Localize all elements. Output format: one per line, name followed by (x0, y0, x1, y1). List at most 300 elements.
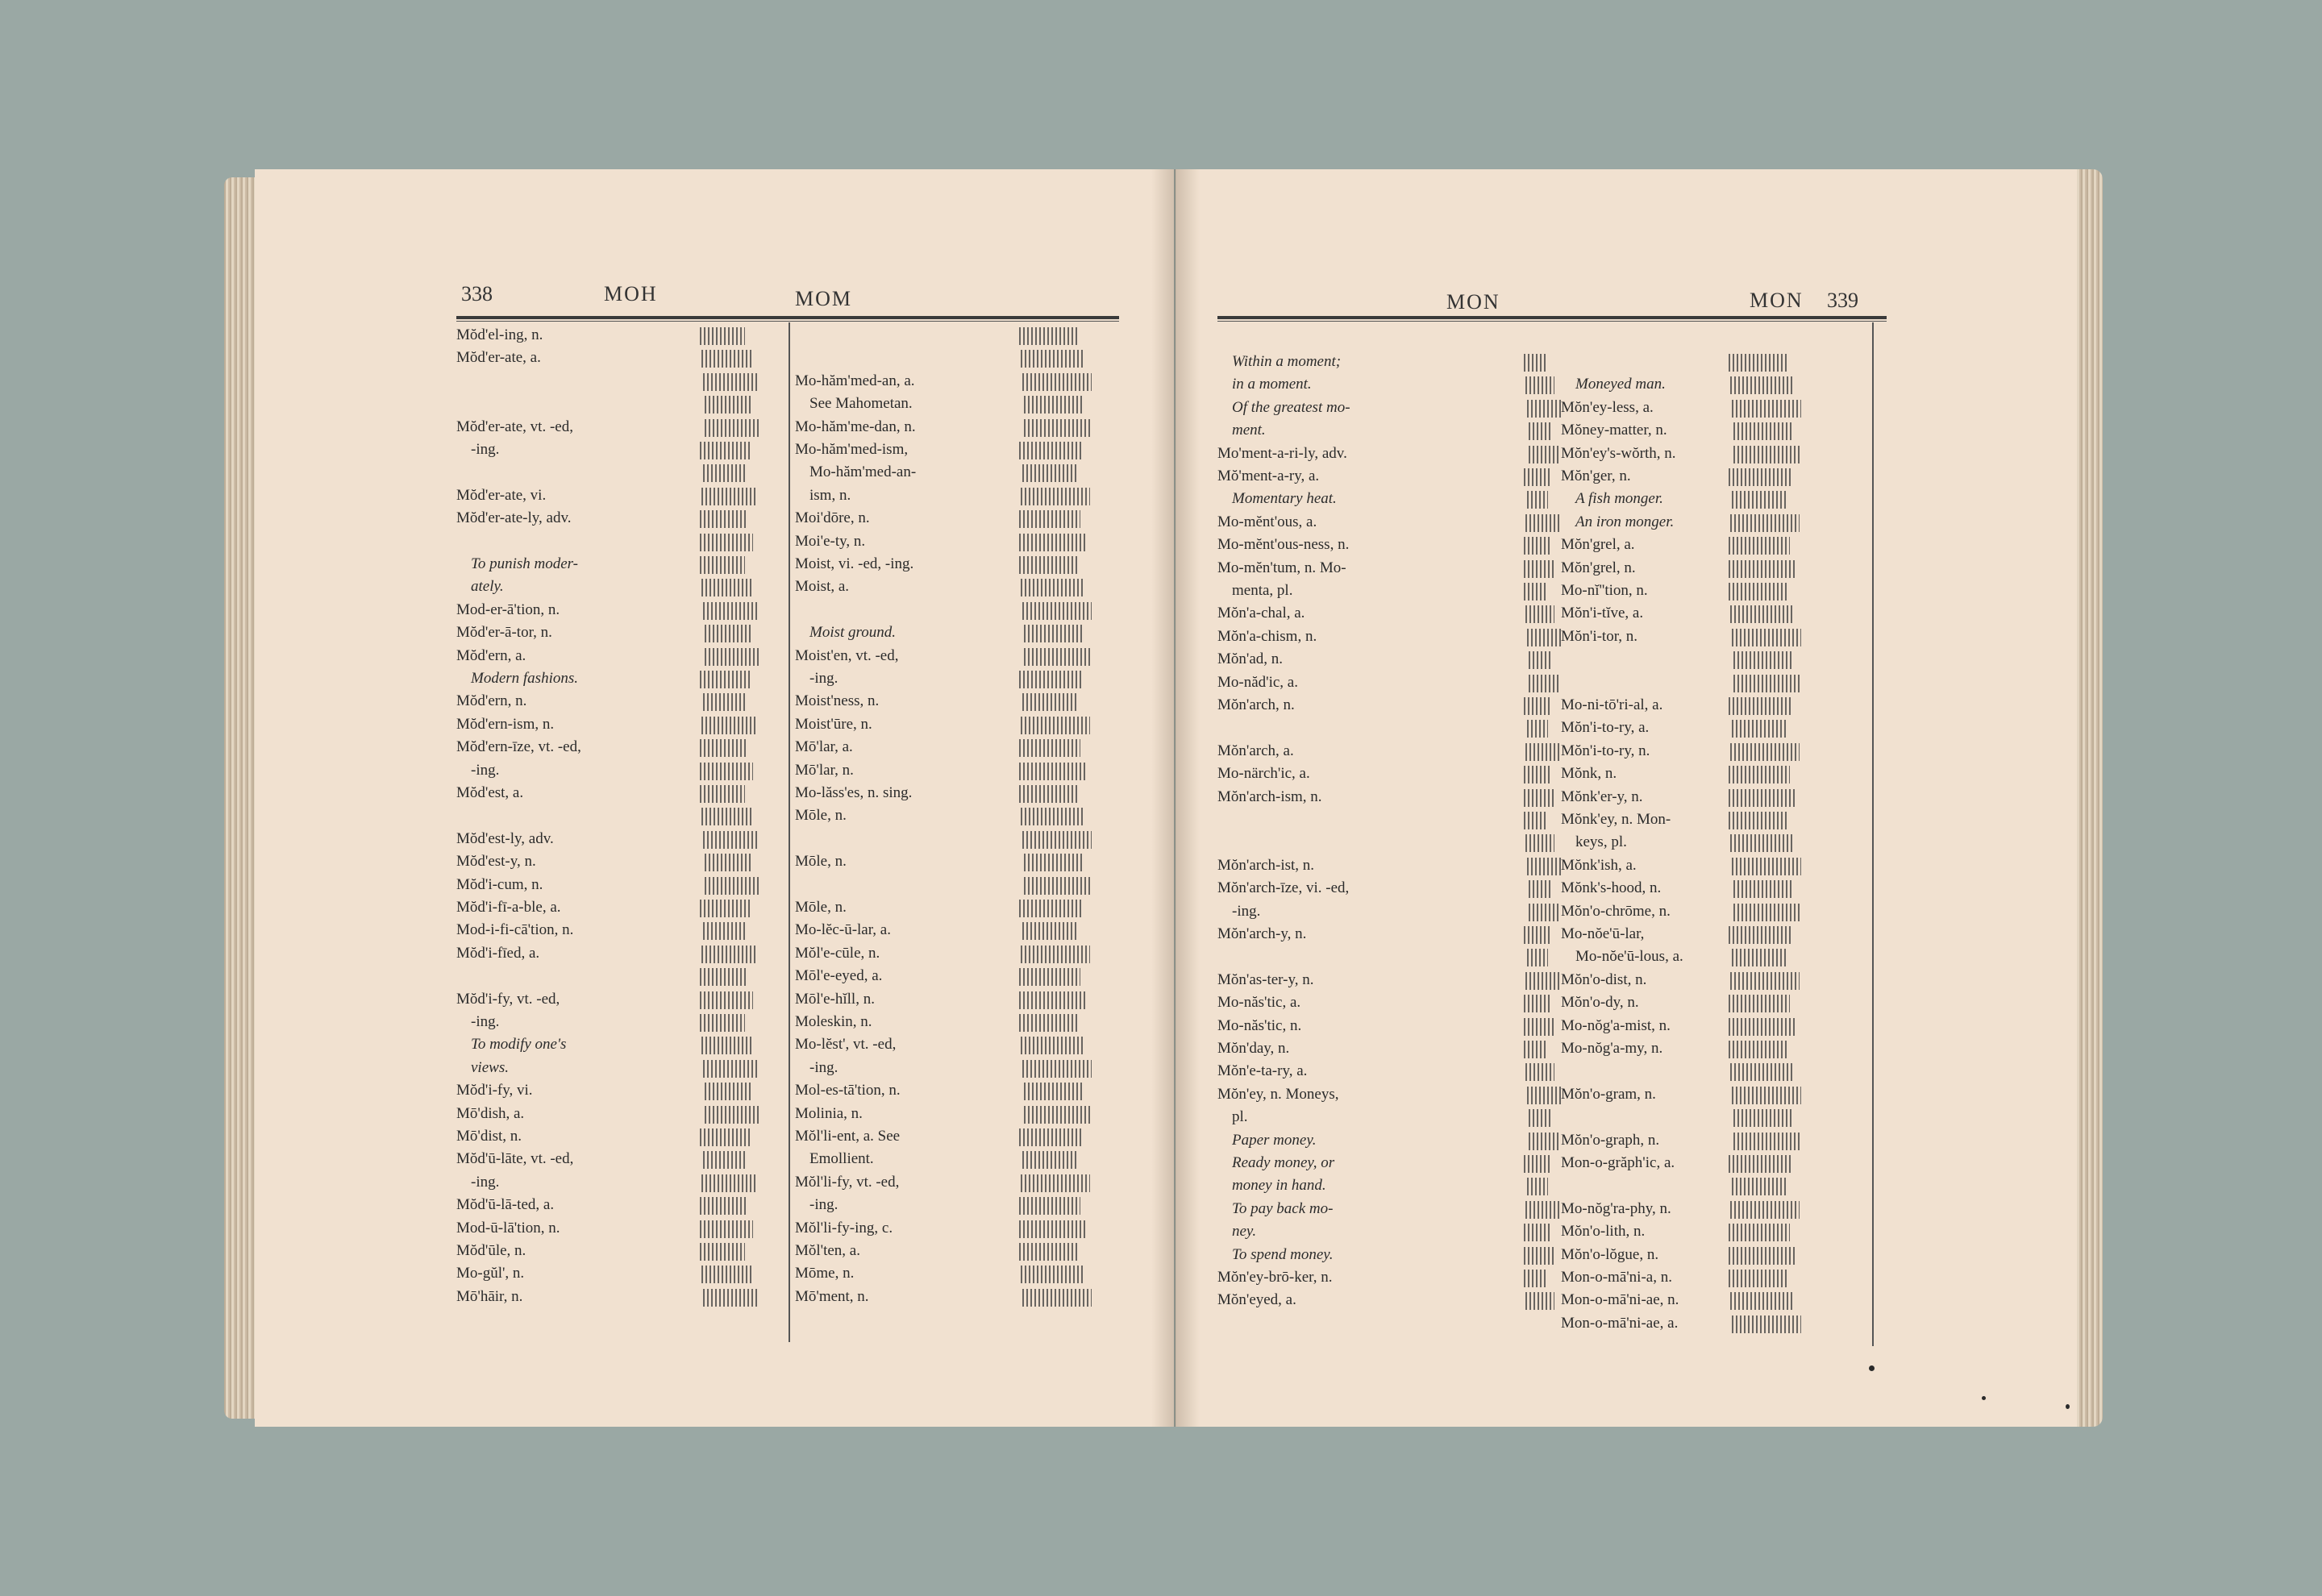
japanese-gloss-text (1730, 605, 1795, 623)
japanese-gloss-text (1729, 926, 1791, 944)
japanese-gloss-text (1524, 1041, 1546, 1058)
japanese-gloss-text (700, 1197, 748, 1215)
guide-word-right-2: MON (1750, 289, 1804, 312)
entry-headword: Mŏn'grel, n. (1561, 559, 1636, 576)
entry-headword: Mo-năd'ic, a. (1217, 673, 1298, 691)
entry-headword: Ready money, or (1232, 1154, 1335, 1171)
japanese-gloss-text (1527, 949, 1548, 966)
japanese-gloss-text (1729, 697, 1791, 715)
japanese-gloss-text (1729, 468, 1791, 486)
entry-headword: Mŏn'as-ter-y, n. (1217, 970, 1314, 988)
japanese-gloss-text (1529, 446, 1561, 463)
japanese-gloss-text (703, 1289, 759, 1307)
entry-headword: Mo-närch'ic, a. (1217, 765, 1310, 783)
japanese-gloss-text (1024, 396, 1084, 414)
japanese-gloss-text (700, 1014, 745, 1032)
entry-row (1217, 1060, 1556, 1083)
entry-row (795, 667, 1119, 690)
entry-row (1561, 946, 1867, 968)
japanese-gloss-text (703, 464, 747, 482)
entry-headword: Mŏn'i-to-ry, a. (1561, 719, 1650, 737)
entry-row (456, 736, 787, 759)
entry-row (795, 438, 1119, 461)
japanese-gloss-text (1019, 556, 1077, 574)
japanese-gloss-text (1527, 1178, 1548, 1195)
entry-headword: Mŏn'i-tĭve, a. (1561, 605, 1644, 622)
japanese-gloss-text (1524, 354, 1546, 372)
entry-headword: Mŏl'li-fy, vt. -ed, (795, 1173, 900, 1191)
entry-row (1561, 1015, 1867, 1037)
entry-row (1561, 786, 1867, 808)
entry-headword: Mŏn'o-graph, n. (1561, 1131, 1660, 1149)
entry-row (1217, 854, 1556, 877)
entry-headword: Mo-hăm'med-ism, (795, 441, 909, 458)
entry-row (1217, 373, 1556, 396)
entry-headword: views. (471, 1058, 509, 1076)
japanese-gloss-text (1732, 491, 1788, 509)
japanese-gloss-text (1021, 946, 1090, 963)
open-book (224, 161, 2103, 1435)
entry-row (1217, 740, 1556, 763)
entry-headword: -ing. (471, 761, 500, 779)
entry-headword: Mŏd'ūle, n. (456, 1242, 526, 1259)
japanese-gloss-text (1021, 350, 1085, 368)
entry-headword: Mŏd'er-ā-tor, n. (456, 624, 552, 642)
entry-headword: Mōle, n. (795, 899, 847, 916)
japanese-gloss-text (1730, 1201, 1800, 1219)
entry-headword: To pay back mo- (1232, 1199, 1334, 1217)
entry-row (456, 530, 787, 553)
japanese-gloss-text (1525, 1201, 1559, 1219)
entry-row (1561, 397, 1867, 419)
japanese-gloss-text (1732, 1087, 1801, 1104)
entry-row (1561, 854, 1867, 877)
japanese-gloss-text (1527, 629, 1561, 646)
page-number-right: 339 (1827, 289, 1858, 312)
entry-row (1561, 923, 1867, 946)
entry-row (1561, 511, 1867, 534)
japanese-gloss-text (1019, 739, 1080, 757)
entry-row (795, 1057, 1119, 1079)
entry-headword: Mŏl'ten, a. (795, 1242, 860, 1259)
entry-row (795, 1033, 1119, 1056)
entry-row (795, 713, 1119, 736)
japanese-gloss-text (1524, 1270, 1546, 1287)
entry-headword: Mŏn'o-dist, n. (1561, 970, 1647, 988)
entry-row (1217, 626, 1556, 648)
japanese-gloss-text (700, 968, 748, 986)
japanese-gloss-text (705, 1083, 751, 1100)
entry-row (456, 828, 787, 850)
entry-row (1561, 900, 1867, 923)
japanese-gloss-text (1021, 1037, 1085, 1054)
japanese-gloss-text (1525, 376, 1554, 394)
entry-headword: Moist'en, vt. -ed, (795, 646, 899, 664)
entry-row (795, 736, 1119, 759)
entry-headword: Mod-ū-lā'tion, n. (456, 1219, 560, 1236)
entry-headword: Mo-năs'tic, a. (1217, 994, 1301, 1012)
japanese-gloss-text (1729, 766, 1790, 783)
entry-headword: ately. (471, 578, 504, 596)
entry-headword: Moist ground. (809, 624, 896, 642)
entry-headword: Mŏd'er-ate, vt. -ed, (456, 418, 573, 435)
japanese-gloss-text (705, 625, 751, 642)
ink-speck (2066, 1404, 2070, 1409)
entry-headword: Mŏd'er-ate, a. (456, 349, 541, 367)
japanese-gloss-text (1021, 579, 1085, 596)
entry-headword: -ing. (471, 1013, 500, 1030)
japanese-gloss-text (1529, 651, 1553, 669)
japanese-gloss-text (1024, 419, 1092, 437)
japanese-gloss-text (703, 693, 747, 711)
entry-row (456, 324, 787, 347)
entry-row (1561, 1266, 1867, 1289)
japanese-gloss-text (1729, 1224, 1790, 1241)
japanese-gloss-text (700, 763, 753, 780)
entry-headword: Mōle, n. (795, 807, 847, 825)
entry-headword: Mŏd'ū-lāte, vt. -ed, (456, 1150, 574, 1168)
entry-headword: Mŏn'i-tor, n. (1561, 627, 1638, 645)
entry-row (456, 1171, 787, 1194)
entry-row (1217, 511, 1556, 534)
japanese-gloss-text (1729, 789, 1795, 807)
entry-row (1561, 1152, 1867, 1174)
japanese-gloss-text (701, 1266, 753, 1283)
japanese-gloss-text (1529, 675, 1561, 692)
japanese-gloss-text (1730, 1292, 1795, 1310)
entry-row (456, 576, 787, 598)
entry-row (1217, 923, 1556, 946)
entry-headword: Moist'ness, n. (795, 692, 880, 710)
japanese-gloss-text (1733, 446, 1801, 463)
entry-headword: Mo-nŏg'a-mist, n. (1561, 1016, 1671, 1034)
japanese-gloss-text (1730, 972, 1800, 990)
entry-row (1217, 717, 1556, 739)
japanese-gloss-text (1021, 808, 1085, 825)
entry-row (795, 553, 1119, 576)
entry-headword: To modify one's (471, 1036, 567, 1054)
entry-row (456, 782, 787, 804)
entry-row (456, 1033, 787, 1056)
entry-headword: Mŏn'arch-ist, n. (1217, 856, 1315, 874)
japanese-gloss-text (1525, 743, 1559, 761)
entry-row (795, 621, 1119, 644)
entry-row (795, 782, 1119, 804)
entry-headword: -ing. (809, 1196, 838, 1214)
entry-row (795, 461, 1119, 484)
entry-headword: Emollient. (809, 1150, 874, 1168)
entry-headword: Mŏd'ern-ism, n. (456, 715, 555, 733)
entry-row (1561, 1083, 1867, 1106)
entry-row (1217, 831, 1556, 854)
entry-row (1217, 1220, 1556, 1243)
japanese-gloss-text (701, 579, 753, 596)
japanese-gloss-text (700, 991, 753, 1009)
entry-row (795, 804, 1119, 827)
japanese-gloss-text (1733, 904, 1801, 921)
entry-headword: Mod-er-ā'tion, n. (456, 601, 560, 618)
japanese-gloss-text (701, 350, 753, 368)
entry-headword: Mo-nŏe'ū-lous, a. (1575, 948, 1683, 966)
entry-row (795, 484, 1119, 507)
japanese-gloss-text (701, 1037, 753, 1054)
left-page (255, 169, 1174, 1427)
entry-headword: -ing. (809, 1058, 838, 1076)
japanese-gloss-text (1732, 1315, 1801, 1333)
japanese-gloss-text (1022, 373, 1092, 391)
entry-row (1561, 1174, 1867, 1197)
japanese-gloss-text (1729, 1018, 1795, 1036)
entry-row (456, 690, 787, 713)
entry-row (1217, 557, 1556, 580)
entry-row (1561, 671, 1867, 694)
japanese-gloss-text (1021, 717, 1090, 734)
entry-row (1217, 1106, 1556, 1128)
entry-headword: Moi'dōre, n. (795, 509, 870, 527)
entry-row (456, 759, 787, 782)
entry-row (1217, 397, 1556, 419)
entry-headword: pl. (1232, 1108, 1248, 1126)
entry-row (795, 896, 1119, 919)
japanese-gloss-text (1729, 1041, 1787, 1058)
japanese-gloss-text (1524, 812, 1546, 829)
entry-row (456, 553, 787, 576)
entry-row (1561, 488, 1867, 510)
japanese-gloss-text (1525, 1292, 1554, 1310)
entry-headword: Mo-hăm'med-an- (809, 463, 917, 481)
entry-row (1217, 786, 1556, 808)
japanese-gloss-text (1729, 560, 1795, 578)
japanese-gloss-text (1729, 1270, 1787, 1287)
entry-headword: An iron monger. (1575, 513, 1675, 530)
entry-row (456, 1103, 787, 1125)
entry-row (1561, 351, 1867, 373)
entry-headword: Mŏd'ū-lā-ted, a. (456, 1196, 555, 1214)
japanese-gloss-text (1024, 1083, 1084, 1100)
entry-headword: Mo-nĭ''tion, n. (1561, 582, 1648, 599)
entry-row (456, 1079, 787, 1102)
entry-row (456, 896, 787, 919)
entry-row (1561, 694, 1867, 717)
entry-headword: Paper money. (1232, 1131, 1317, 1149)
entry-headword: -ing. (471, 1173, 500, 1191)
japanese-gloss-text (1729, 1247, 1795, 1265)
entry-row (1217, 1198, 1556, 1220)
entry-headword: Mōle, n. (795, 853, 847, 871)
japanese-gloss-text (1524, 1155, 1551, 1173)
entry-headword: Mŏn'a-chal, a. (1217, 605, 1305, 622)
japanese-gloss-text (1730, 1063, 1795, 1081)
japanese-gloss-text (1729, 995, 1790, 1012)
japanese-gloss-text (1022, 922, 1079, 940)
entry-headword: Mŏd'el-ing, n. (456, 326, 543, 343)
entry-row (1217, 1174, 1556, 1197)
entry-row (1561, 831, 1867, 854)
entry-row (795, 1079, 1119, 1102)
entry-headword: ism, n. (809, 486, 851, 504)
japanese-gloss-text (700, 327, 745, 345)
entry-headword: Mŏd'er-ate, vi. (456, 486, 547, 504)
entry-row (1217, 671, 1556, 694)
entry-headword: Mol-es-tā'tion, n. (795, 1082, 901, 1099)
japanese-gloss-text (1524, 468, 1551, 486)
entry-headword: Mŏn'ger, n. (1561, 468, 1631, 484)
entry-row (1561, 534, 1867, 556)
header-rule-left (456, 316, 1119, 319)
entry-row (456, 804, 787, 827)
entry-headword: Mŏn'arch-īze, vi. -ed, (1217, 879, 1350, 897)
japanese-gloss-text (1524, 697, 1551, 715)
entry-headword: Mŏn'o-chrōme, n. (1561, 902, 1671, 920)
entry-row (456, 1262, 787, 1285)
japanese-gloss-text (705, 854, 751, 871)
entry-row (795, 1286, 1119, 1308)
japanese-gloss-text (700, 1220, 753, 1238)
entry-row (456, 919, 787, 941)
entry-headword: Mōl'e-eyed, a. (795, 967, 883, 985)
entry-row (1217, 580, 1556, 602)
entry-headword: Moist'ūre, n. (795, 715, 872, 733)
entry-row (1217, 1152, 1556, 1174)
entry-headword: Mŏd'ern, n. (456, 692, 527, 710)
entry-row (456, 667, 787, 690)
entry-headword: Mŏd'i-fīed, a. (456, 944, 540, 962)
entry-headword: Mod-i-fi-cā'tion, n. (456, 921, 574, 939)
entry-row (456, 393, 787, 415)
entry-row (795, 690, 1119, 713)
entry-headword: Mŏn'a-chism, n. (1217, 627, 1317, 645)
entry-headword: Mŏd'er-ate-ly, adv. (456, 509, 572, 527)
entry-row (1561, 1289, 1867, 1311)
column-divider-right (1872, 322, 1874, 1346)
entry-row (1561, 1037, 1867, 1060)
entry-headword: Moneyed man. (1575, 376, 1666, 393)
japanese-gloss-text (1733, 1109, 1793, 1127)
entry-headword: Modern fashions. (471, 670, 578, 687)
entry-row (1217, 877, 1556, 900)
entry-row (1561, 1220, 1867, 1243)
entry-headword: Mŏn'o-dy, n. (1561, 994, 1639, 1012)
japanese-gloss-text (700, 556, 745, 574)
japanese-gloss-text (1022, 1060, 1092, 1078)
japanese-gloss-text (701, 946, 758, 963)
japanese-gloss-text (1021, 488, 1090, 505)
entry-row (795, 1103, 1119, 1125)
entry-row (795, 599, 1119, 621)
entry-row (456, 507, 787, 530)
entry-headword: Mo-nŏe'ū-lar, (1561, 925, 1645, 942)
entry-row (795, 347, 1119, 369)
entry-row (1561, 877, 1867, 900)
entry-headword: Mŏn'arch, a. (1217, 742, 1294, 759)
japanese-gloss-text (1527, 400, 1561, 418)
entry-row (456, 645, 787, 667)
entry-row (456, 1286, 787, 1308)
entry-headword: Mŏl'li-ent, a. See (795, 1128, 901, 1145)
entry-headword: Mo-ni-tō'ri-al, a. (1561, 696, 1663, 713)
japanese-gloss-text (1527, 491, 1548, 509)
entry-row (1217, 1266, 1556, 1289)
entry-headword: See Mahometan. (809, 395, 913, 413)
entry-row (1561, 443, 1867, 465)
japanese-gloss-text (700, 739, 748, 757)
japanese-gloss-text (1024, 877, 1092, 895)
page-number-left: 338 (461, 282, 493, 305)
entry-row (795, 1125, 1119, 1148)
japanese-gloss-text (1524, 926, 1551, 944)
entry-headword: money in hand. (1232, 1177, 1326, 1195)
japanese-gloss-text (1019, 968, 1080, 986)
ink-speck (1982, 1396, 1986, 1400)
entry-headword: Mŏn'o-lith, n. (1561, 1223, 1646, 1241)
entry-headword: Mo-hăm'me-dan, n. (795, 418, 916, 435)
header-rule-right-thin (1217, 321, 1887, 322)
japanese-gloss-text (1019, 1243, 1077, 1261)
japanese-gloss-text (701, 488, 758, 505)
japanese-gloss-text (1527, 1087, 1561, 1104)
japanese-gloss-text (1527, 858, 1561, 875)
entry-row (1217, 648, 1556, 671)
entry-headword: Mŏd'i-fy, vt. -ed, (456, 990, 560, 1008)
japanese-gloss-text (1732, 949, 1788, 966)
entry-headword: Moist, vi. -ed, -ing. (795, 555, 914, 572)
entry-row (1561, 1129, 1867, 1152)
japanese-gloss-text (701, 808, 753, 825)
japanese-gloss-text (1529, 422, 1553, 440)
entry-row (1561, 557, 1867, 580)
japanese-gloss-text (1524, 995, 1550, 1012)
japanese-gloss-text (1527, 720, 1548, 738)
entry-row (795, 1240, 1119, 1262)
ink-speck (1869, 1365, 1875, 1371)
japanese-gloss-text (700, 1128, 750, 1146)
entry-headword: Mŏn'arch, n. (1217, 696, 1295, 713)
entry-headword: To spend money. (1232, 1245, 1334, 1263)
entry-headword: Mŏn'ey-less, a. (1561, 398, 1654, 416)
japanese-gloss-text (1729, 354, 1787, 372)
japanese-gloss-text (1024, 854, 1084, 871)
entry-headword: Moi'e-ty, n. (795, 532, 866, 550)
entry-headword: Mō'lar, a. (795, 738, 853, 756)
entry-row (795, 576, 1119, 598)
japanese-gloss-text (1732, 720, 1788, 738)
japanese-gloss-text (1525, 1063, 1554, 1081)
entry-row (1217, 1037, 1556, 1060)
entry-row (456, 416, 787, 438)
entry-row (795, 759, 1119, 782)
japanese-gloss-text (1524, 1247, 1554, 1265)
entry-headword: Mon-o-mā'ni-ae, a. (1561, 1314, 1679, 1332)
japanese-gloss-text (705, 648, 759, 666)
entry-row (456, 347, 787, 369)
japanese-gloss-text (1019, 510, 1080, 528)
entry-row (456, 438, 787, 461)
entry-row (1561, 419, 1867, 442)
japanese-gloss-text (1729, 1155, 1791, 1173)
entry-headword: Mŏd'ern-īze, vt. -ed, (456, 738, 581, 756)
entry-row (1217, 969, 1556, 991)
entry-headword: Mŏn'e-ta-ry, a. (1217, 1062, 1308, 1080)
book-gutter (1151, 169, 1200, 1427)
entry-row (456, 370, 787, 393)
column-divider-left (789, 322, 790, 1342)
entry-headword: Mŏn'o-gram, n. (1561, 1085, 1656, 1103)
entry-row (1561, 969, 1867, 991)
japanese-gloss-text (700, 534, 753, 551)
japanese-gloss-text (705, 877, 759, 895)
japanese-gloss-text (1019, 327, 1077, 345)
japanese-gloss-text (700, 1243, 745, 1261)
